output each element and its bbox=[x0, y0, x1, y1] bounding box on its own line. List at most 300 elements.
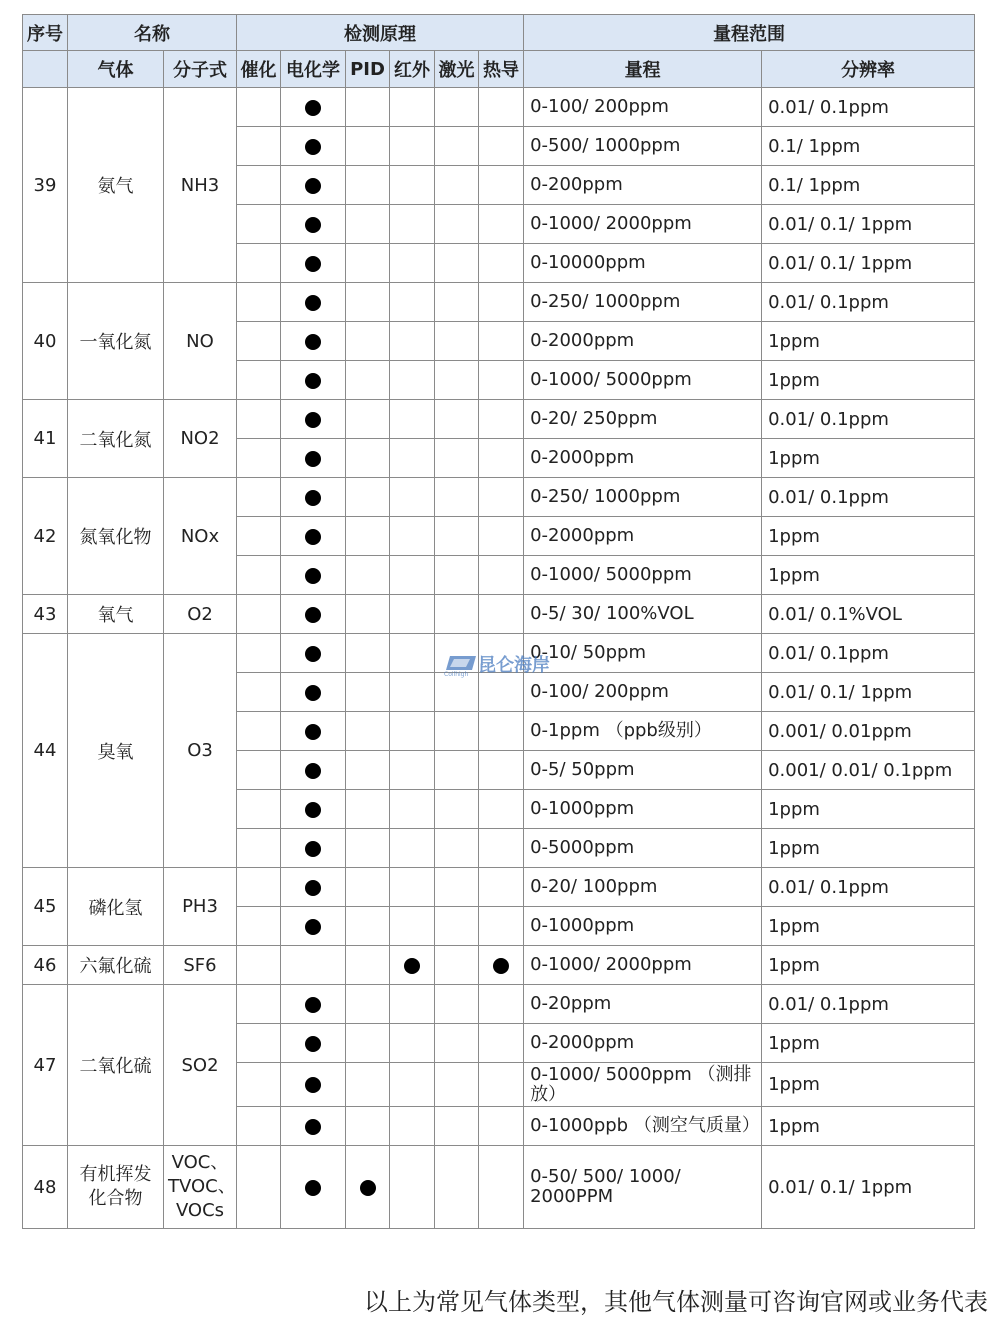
cell-method-electrochemical bbox=[281, 985, 346, 1024]
cell-method-laser bbox=[435, 88, 479, 127]
watermark-name: 昆仑海岸 bbox=[478, 655, 550, 676]
cell-gas-name: 氧气 bbox=[68, 595, 164, 634]
cell-method-infrared bbox=[390, 985, 435, 1024]
cell-resolution: 1ppm bbox=[762, 1063, 975, 1107]
cell-method-infrared bbox=[390, 946, 435, 985]
cell-range: 0-50/ 500/ 1000/ 2000PPM bbox=[524, 1146, 762, 1229]
cell-method-laser bbox=[435, 478, 479, 517]
cell-method-pid bbox=[346, 244, 390, 283]
cell-method-infrared bbox=[390, 517, 435, 556]
cell-method-laser bbox=[435, 868, 479, 907]
cell-method-infrared bbox=[390, 829, 435, 868]
cell-formula: NO2 bbox=[164, 400, 237, 478]
cell-resolution: 1ppm bbox=[762, 439, 975, 478]
cell-method-thermal bbox=[479, 907, 524, 946]
cell-method-thermal bbox=[479, 829, 524, 868]
cell-method-catalytic bbox=[237, 1063, 281, 1107]
table-row bbox=[23, 88, 975, 127]
filled-dot-icon bbox=[305, 529, 321, 545]
cell-method-laser bbox=[435, 634, 479, 673]
cell-range: 0-20/ 250ppm bbox=[524, 400, 762, 439]
cell-method-thermal bbox=[479, 1063, 524, 1107]
filled-dot-icon bbox=[305, 685, 321, 701]
header-formula: 分子式 bbox=[164, 51, 237, 88]
cell-method-catalytic bbox=[237, 556, 281, 595]
cell-seq: 42 bbox=[23, 478, 68, 595]
cell-gas-name: 氨气 bbox=[68, 88, 164, 283]
cell-method-pid bbox=[346, 322, 390, 361]
table-row bbox=[23, 634, 975, 673]
cell-method-laser bbox=[435, 283, 479, 322]
cell-resolution: 0.01/ 0.1/ 1ppm bbox=[762, 673, 975, 712]
cell-method-electrochemical bbox=[281, 946, 346, 985]
cell-method-electrochemical bbox=[281, 751, 346, 790]
cell-method-infrared bbox=[390, 478, 435, 517]
table-row bbox=[23, 478, 975, 517]
cell-method-laser bbox=[435, 1107, 479, 1146]
cell-method-catalytic bbox=[237, 868, 281, 907]
cell-range: 0-20/ 100ppm bbox=[524, 868, 762, 907]
cell-method-infrared bbox=[390, 88, 435, 127]
cell-method-pid bbox=[346, 1107, 390, 1146]
cell-method-electrochemical bbox=[281, 322, 346, 361]
cell-method-thermal bbox=[479, 790, 524, 829]
cell-method-infrared bbox=[390, 556, 435, 595]
cell-method-catalytic bbox=[237, 478, 281, 517]
cell-method-infrared bbox=[390, 634, 435, 673]
cell-method-pid bbox=[346, 985, 390, 1024]
cell-method-catalytic bbox=[237, 244, 281, 283]
cell-method-electrochemical bbox=[281, 1063, 346, 1107]
cell-method-pid bbox=[346, 751, 390, 790]
cell-method-laser bbox=[435, 205, 479, 244]
cell-range: 0-500/ 1000ppm bbox=[524, 127, 762, 166]
cell-method-infrared bbox=[390, 673, 435, 712]
cell-range: 0-1000/ 5000ppm （测排放） bbox=[524, 1063, 762, 1107]
cell-method-laser bbox=[435, 946, 479, 985]
cell-method-pid bbox=[346, 400, 390, 439]
cell-resolution: 0.01/ 0.1/ 1ppm bbox=[762, 1146, 975, 1229]
cell-method-pid bbox=[346, 166, 390, 205]
cell-resolution: 0.01/ 0.1/ 1ppm bbox=[762, 205, 975, 244]
cell-method-laser bbox=[435, 322, 479, 361]
cell-method-catalytic bbox=[237, 985, 281, 1024]
cell-method-electrochemical bbox=[281, 595, 346, 634]
cell-method-catalytic bbox=[237, 283, 281, 322]
cell-range: 0-5000ppm bbox=[524, 829, 762, 868]
cell-method-thermal bbox=[479, 712, 524, 751]
cell-resolution: 0.01/ 0.1ppm bbox=[762, 478, 975, 517]
cell-range: 0-1000ppm bbox=[524, 790, 762, 829]
cell-method-pid bbox=[346, 283, 390, 322]
cell-seq: 43 bbox=[23, 595, 68, 634]
cell-method-catalytic bbox=[237, 166, 281, 205]
cell-method-thermal bbox=[479, 283, 524, 322]
filled-dot-icon bbox=[305, 802, 321, 818]
cell-formula: O2 bbox=[164, 595, 237, 634]
cell-resolution: 0.01/ 0.1ppm bbox=[762, 283, 975, 322]
cell-method-electrochemical bbox=[281, 244, 346, 283]
cell-seq: 47 bbox=[23, 985, 68, 1146]
cell-resolution: 1ppm bbox=[762, 946, 975, 985]
cell-method-infrared bbox=[390, 244, 435, 283]
table-body bbox=[23, 88, 975, 1229]
filled-dot-icon bbox=[305, 997, 321, 1013]
cell-gas-name: 二氧化硫 bbox=[68, 985, 164, 1146]
cell-formula: SF6 bbox=[164, 946, 237, 985]
table-row bbox=[23, 868, 975, 907]
cell-method-laser bbox=[435, 400, 479, 439]
cell-method-catalytic bbox=[237, 361, 281, 400]
cell-method-catalytic bbox=[237, 127, 281, 166]
cell-gas-name: 二氧化氮 bbox=[68, 400, 164, 478]
header-method-pid: PID bbox=[346, 51, 390, 88]
cell-method-pid bbox=[346, 478, 390, 517]
cell-method-pid bbox=[346, 868, 390, 907]
filled-dot-icon bbox=[305, 451, 321, 467]
cell-method-thermal bbox=[479, 205, 524, 244]
cell-method-laser bbox=[435, 439, 479, 478]
cell-resolution: 0.01/ 0.1%VOL bbox=[762, 595, 975, 634]
cell-range: 0-1000/ 2000ppm bbox=[524, 205, 762, 244]
header-seq-blank bbox=[23, 51, 68, 88]
cell-range: 0-5/ 30/ 100%VOL bbox=[524, 595, 762, 634]
cell-resolution: 1ppm bbox=[762, 907, 975, 946]
cell-method-laser bbox=[435, 1024, 479, 1063]
cell-method-pid bbox=[346, 634, 390, 673]
cell-range: 0-1000/ 2000ppm bbox=[524, 946, 762, 985]
cell-method-thermal bbox=[479, 634, 524, 673]
header-gas: 气体 bbox=[68, 51, 164, 88]
cell-method-electrochemical bbox=[281, 673, 346, 712]
table-row bbox=[23, 985, 975, 1024]
cell-method-pid bbox=[346, 205, 390, 244]
filled-dot-icon bbox=[305, 880, 321, 896]
cell-range: 0-2000ppm bbox=[524, 322, 762, 361]
header-method-electrochemical: 电化学 bbox=[281, 51, 346, 88]
cell-method-infrared bbox=[390, 127, 435, 166]
cell-resolution: 0.01/ 0.1/ 1ppm bbox=[762, 244, 975, 283]
table-row bbox=[23, 595, 975, 634]
cell-method-thermal bbox=[479, 1146, 524, 1229]
cell-method-infrared bbox=[390, 166, 435, 205]
cell-seq: 48 bbox=[23, 1146, 68, 1229]
cell-method-thermal bbox=[479, 439, 524, 478]
cell-method-electrochemical bbox=[281, 634, 346, 673]
table-row bbox=[23, 1146, 975, 1229]
cell-range: 0-1000ppb （测空气质量） bbox=[524, 1107, 762, 1146]
cell-method-pid bbox=[346, 439, 390, 478]
cell-method-pid bbox=[346, 556, 390, 595]
cell-resolution: 0.001/ 0.01ppm bbox=[762, 712, 975, 751]
filled-dot-icon bbox=[305, 295, 321, 311]
cell-method-laser bbox=[435, 829, 479, 868]
filled-dot-icon bbox=[305, 490, 321, 506]
cell-resolution: 1ppm bbox=[762, 556, 975, 595]
filled-dot-icon bbox=[305, 607, 321, 623]
cell-method-laser bbox=[435, 556, 479, 595]
cell-method-catalytic bbox=[237, 1107, 281, 1146]
filled-dot-icon bbox=[305, 919, 321, 935]
cell-range: 0-1000/ 5000ppm bbox=[524, 556, 762, 595]
cell-method-laser bbox=[435, 244, 479, 283]
footer-note: 以上为常见气体类型，其他气体测量可咨询官网或业务代表 bbox=[364, 1288, 988, 1316]
cell-method-pid bbox=[346, 673, 390, 712]
cell-method-thermal bbox=[479, 751, 524, 790]
cell-method-catalytic bbox=[237, 205, 281, 244]
cell-seq: 46 bbox=[23, 946, 68, 985]
cell-method-infrared bbox=[390, 1063, 435, 1107]
filled-dot-icon bbox=[305, 1077, 321, 1093]
header-method-infrared: 红外 bbox=[390, 51, 435, 88]
cell-method-catalytic bbox=[237, 517, 281, 556]
cell-method-thermal bbox=[479, 361, 524, 400]
filled-dot-icon bbox=[305, 646, 321, 662]
cell-method-thermal bbox=[479, 556, 524, 595]
cell-method-electrochemical bbox=[281, 556, 346, 595]
cell-method-laser bbox=[435, 595, 479, 634]
cell-seq: 40 bbox=[23, 283, 68, 400]
filled-dot-icon bbox=[305, 178, 321, 194]
cell-gas-name: 六氟化硫 bbox=[68, 946, 164, 985]
cell-method-electrochemical bbox=[281, 790, 346, 829]
cell-resolution: 1ppm bbox=[762, 517, 975, 556]
header-resolution: 分辨率 bbox=[762, 51, 975, 88]
cell-method-pid bbox=[346, 1146, 390, 1229]
cell-method-electrochemical bbox=[281, 88, 346, 127]
cell-method-infrared bbox=[390, 751, 435, 790]
filled-dot-icon bbox=[305, 763, 321, 779]
cell-method-electrochemical bbox=[281, 517, 346, 556]
cell-method-pid bbox=[346, 1063, 390, 1107]
cell-range: 0-2000ppm bbox=[524, 1024, 762, 1063]
cell-range: 0-1ppm （ppb级别） bbox=[524, 712, 762, 751]
cell-method-thermal bbox=[479, 868, 524, 907]
cell-method-infrared bbox=[390, 790, 435, 829]
filled-dot-icon bbox=[360, 1180, 376, 1196]
filled-dot-icon bbox=[305, 256, 321, 272]
filled-dot-icon bbox=[305, 724, 321, 740]
cell-method-infrared bbox=[390, 712, 435, 751]
cell-method-laser bbox=[435, 127, 479, 166]
cell-method-electrochemical bbox=[281, 127, 346, 166]
cell-method-laser bbox=[435, 673, 479, 712]
cell-method-catalytic bbox=[237, 634, 281, 673]
cell-method-pid bbox=[346, 907, 390, 946]
cell-range: 0-200ppm bbox=[524, 166, 762, 205]
cell-method-electrochemical bbox=[281, 478, 346, 517]
cell-method-catalytic bbox=[237, 907, 281, 946]
cell-method-electrochemical bbox=[281, 868, 346, 907]
cell-method-pid bbox=[346, 1024, 390, 1063]
header-method-thermal: 热导 bbox=[479, 51, 524, 88]
cell-formula: NO bbox=[164, 283, 237, 400]
cell-method-infrared bbox=[390, 595, 435, 634]
filled-dot-icon bbox=[404, 958, 420, 974]
cell-method-pid bbox=[346, 127, 390, 166]
cell-method-laser bbox=[435, 1063, 479, 1107]
header-seq: 序号 bbox=[23, 15, 68, 51]
cell-method-laser bbox=[435, 751, 479, 790]
cell-formula: O3 bbox=[164, 634, 237, 868]
cell-formula: NH3 bbox=[164, 88, 237, 283]
cell-formula: NOx bbox=[164, 478, 237, 595]
cell-method-thermal bbox=[479, 478, 524, 517]
cell-gas-name: 有机挥发化合物 bbox=[68, 1146, 164, 1229]
filled-dot-icon bbox=[305, 568, 321, 584]
cell-method-catalytic bbox=[237, 1024, 281, 1063]
header-range-group: 量程范围 bbox=[524, 15, 975, 51]
cell-method-electrochemical bbox=[281, 1107, 346, 1146]
cell-method-pid bbox=[346, 946, 390, 985]
cell-method-pid bbox=[346, 595, 390, 634]
cell-method-electrochemical bbox=[281, 283, 346, 322]
filled-dot-icon bbox=[305, 1119, 321, 1135]
cell-method-infrared bbox=[390, 205, 435, 244]
cell-method-catalytic bbox=[237, 400, 281, 439]
cell-method-thermal bbox=[479, 946, 524, 985]
cell-method-pid bbox=[346, 361, 390, 400]
cell-method-infrared bbox=[390, 400, 435, 439]
header-method-laser: 激光 bbox=[435, 51, 479, 88]
cell-method-laser bbox=[435, 907, 479, 946]
cell-method-catalytic bbox=[237, 439, 281, 478]
cell-gas-name: 臭氧 bbox=[68, 634, 164, 868]
cell-method-electrochemical bbox=[281, 712, 346, 751]
cell-seq: 39 bbox=[23, 88, 68, 283]
cell-resolution: 0.01/ 0.1ppm bbox=[762, 88, 975, 127]
header-range: 量程 bbox=[524, 51, 762, 88]
cell-method-laser bbox=[435, 790, 479, 829]
cell-formula: PH3 bbox=[164, 868, 237, 946]
cell-method-thermal bbox=[479, 1107, 524, 1146]
cell-range: 0-250/ 1000ppm bbox=[524, 478, 762, 517]
cell-seq: 45 bbox=[23, 868, 68, 946]
cell-range: 0-1000/ 5000ppm bbox=[524, 361, 762, 400]
cell-range: 0-100/ 200ppm bbox=[524, 673, 762, 712]
watermark-subtext: Coilhigh bbox=[444, 671, 469, 678]
cell-range: 0-100/ 200ppm bbox=[524, 88, 762, 127]
cell-resolution: 1ppm bbox=[762, 1107, 975, 1146]
gas-spec-table bbox=[22, 14, 975, 1229]
cell-seq: 41 bbox=[23, 400, 68, 478]
cell-method-laser bbox=[435, 1146, 479, 1229]
cell-method-electrochemical bbox=[281, 439, 346, 478]
filled-dot-icon bbox=[305, 100, 321, 116]
cell-method-thermal bbox=[479, 400, 524, 439]
filled-dot-icon bbox=[493, 958, 509, 974]
cell-method-laser bbox=[435, 166, 479, 205]
cell-method-catalytic bbox=[237, 946, 281, 985]
cell-method-infrared bbox=[390, 283, 435, 322]
filled-dot-icon bbox=[305, 412, 321, 428]
cell-method-catalytic bbox=[237, 790, 281, 829]
cell-method-thermal bbox=[479, 166, 524, 205]
cell-resolution: 1ppm bbox=[762, 790, 975, 829]
cell-method-electrochemical bbox=[281, 400, 346, 439]
cell-method-thermal bbox=[479, 1024, 524, 1063]
cell-resolution: 0.1/ 1ppm bbox=[762, 166, 975, 205]
table-row bbox=[23, 283, 975, 322]
cell-method-electrochemical bbox=[281, 361, 346, 400]
cell-resolution: 0.01/ 0.1ppm bbox=[762, 634, 975, 673]
cell-seq: 44 bbox=[23, 634, 68, 868]
cell-range: 0-2000ppm bbox=[524, 517, 762, 556]
cell-formula: SO2 bbox=[164, 985, 237, 1146]
header-name: 名称 bbox=[68, 15, 237, 51]
cell-method-catalytic bbox=[237, 712, 281, 751]
cell-method-infrared bbox=[390, 868, 435, 907]
cell-method-infrared bbox=[390, 1107, 435, 1146]
cell-method-electrochemical bbox=[281, 205, 346, 244]
filled-dot-icon bbox=[305, 217, 321, 233]
cell-method-infrared bbox=[390, 1024, 435, 1063]
cell-method-electrochemical bbox=[281, 829, 346, 868]
cell-resolution: 0.001/ 0.01/ 0.1ppm bbox=[762, 751, 975, 790]
header-principle: 检测原理 bbox=[237, 15, 524, 51]
cell-resolution: 0.01/ 0.1ppm bbox=[762, 868, 975, 907]
cell-method-catalytic bbox=[237, 595, 281, 634]
cell-method-pid bbox=[346, 790, 390, 829]
cell-method-laser bbox=[435, 712, 479, 751]
cell-method-thermal bbox=[479, 595, 524, 634]
cell-resolution: 1ppm bbox=[762, 829, 975, 868]
cell-method-catalytic bbox=[237, 673, 281, 712]
filled-dot-icon bbox=[305, 139, 321, 155]
cell-resolution: 0.1/ 1ppm bbox=[762, 127, 975, 166]
cell-method-electrochemical bbox=[281, 1024, 346, 1063]
cell-method-laser bbox=[435, 361, 479, 400]
cell-resolution: 1ppm bbox=[762, 322, 975, 361]
cell-gas-name: 一氧化氮 bbox=[68, 283, 164, 400]
cell-range: 0-250/ 1000ppm bbox=[524, 283, 762, 322]
cell-method-pid bbox=[346, 829, 390, 868]
cell-method-catalytic bbox=[237, 829, 281, 868]
cell-method-infrared bbox=[390, 439, 435, 478]
cell-method-thermal bbox=[479, 88, 524, 127]
cell-method-thermal bbox=[479, 322, 524, 361]
cell-range: 0-10000ppm bbox=[524, 244, 762, 283]
cell-formula: VOC、TVOC、VOCs bbox=[164, 1146, 237, 1229]
cell-method-catalytic bbox=[237, 751, 281, 790]
header-method-catalytic: 催化 bbox=[237, 51, 281, 88]
cell-method-thermal bbox=[479, 244, 524, 283]
filled-dot-icon bbox=[305, 1036, 321, 1052]
cell-method-laser bbox=[435, 517, 479, 556]
cell-method-pid bbox=[346, 712, 390, 751]
cell-method-laser bbox=[435, 985, 479, 1024]
cell-method-infrared bbox=[390, 1146, 435, 1229]
table-row bbox=[23, 946, 975, 985]
cell-range: 0-5/ 50ppm bbox=[524, 751, 762, 790]
filled-dot-icon bbox=[305, 841, 321, 857]
cell-method-catalytic bbox=[237, 1146, 281, 1229]
cell-method-thermal bbox=[479, 127, 524, 166]
cell-method-electrochemical bbox=[281, 1146, 346, 1229]
cell-method-thermal bbox=[479, 673, 524, 712]
cell-resolution: 1ppm bbox=[762, 1024, 975, 1063]
cell-method-thermal bbox=[479, 517, 524, 556]
filled-dot-icon bbox=[305, 1180, 321, 1196]
cell-method-pid bbox=[346, 517, 390, 556]
cell-range: 0-1000ppm bbox=[524, 907, 762, 946]
cell-method-electrochemical bbox=[281, 166, 346, 205]
cell-method-electrochemical bbox=[281, 907, 346, 946]
cell-gas-name: 氮氧化物 bbox=[68, 478, 164, 595]
cell-resolution: 0.01/ 0.1ppm bbox=[762, 400, 975, 439]
cell-resolution: 1ppm bbox=[762, 361, 975, 400]
cell-range: 0-20ppm bbox=[524, 985, 762, 1024]
